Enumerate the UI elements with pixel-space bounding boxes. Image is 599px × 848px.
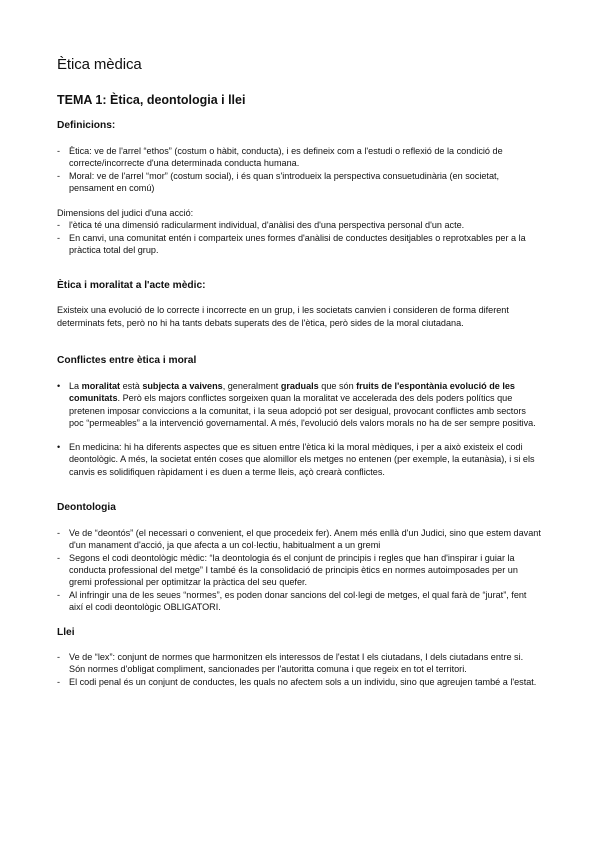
list-item: • En medicina: hi ha diferents aspectes que es situen entre l'ètica ki la moral mèdiques, i per a això existeix el codi deontològic. A més, la societat entén coses que alomillor els metges no entenen (per exemple, la eutanàsia), i si els canvis es solidifiquen ràpidament i es duen a terme lleis, açò crearà conflictes. bbox=[57, 441, 541, 478]
conflictes-heading: Conflictes entre ètica i moral bbox=[57, 354, 197, 366]
list-item: - Ve de “deontós” (el necessari o convenient, el que procedeix fer). Anem més enllà d'un Judici, sino que estem davant d'un manament d'acció, ja que afecta a un col·lectiu, habitualment a un gremi bbox=[57, 527, 541, 552]
llei-heading: Llei bbox=[57, 627, 75, 639]
tema-heading: TEMA 1: Ètica, deontologia i llei bbox=[57, 93, 246, 107]
list-item: - Ve de “lex”: conjunt de normes que harmonitzen els interessos de l'estat I els ciutadans, I dels ciutadans entre si. Són normes d'obligat compliment, sancionades per l'autoritta comuna i que regeix en tot el territori. bbox=[57, 651, 541, 676]
list-item: - Al infringir una de les seues “normes”, es poden donar sancions del col·legi de metges, el qual farà de “jurat”, fent així el codi deontològic OBLIGATORI. bbox=[57, 589, 541, 614]
list-item: - En canvi, una comunitat entén i comparteix unes formes d'anàlisi de conductes desitjables o reprotxables per a la pràctica total del grup. bbox=[57, 232, 541, 257]
list-item: - Moral: ve de l'arrel “mor” (costum social), i és quan s'introdueix la perspectiva consuetudinària (en societat, pensament en comú) bbox=[57, 170, 541, 195]
document-title: Ètica mèdica bbox=[57, 56, 142, 73]
list-item: - Segons el codi deontològic mèdic: “la deontologia és el conjunt de principis i regles que han d'inspirar i guiar la conducta professional del metge” I també és la consolidació de principis ètics en normes autoimposades per un gremi professional per optimitzar la pràctica del seu quefer. bbox=[57, 552, 541, 589]
etica-moralitat-heading: Ètica i moralitat a l'acte mèdic: bbox=[57, 280, 206, 292]
list-item: - El codi penal és un conjunt de conductes, les quals no afectem sols a un individu, sino que agreujen també a l'estat. bbox=[57, 676, 541, 688]
document-page bbox=[57, 56, 541, 688]
deontologia-heading: Deontologia bbox=[57, 502, 116, 514]
conflictes-list bbox=[57, 380, 541, 478]
list-item: - Ètica: ve de l'arrel “ethos” (costum o hàbit, conducta), i es defineix com a l'estudi o reflexió de la condició de correcte/incorrecte d'una determinada conducta humana. bbox=[57, 145, 541, 170]
dimensions-intro: Dimensions del judici d'una acció: bbox=[57, 208, 194, 219]
definicions-list bbox=[57, 145, 541, 194]
definicions-heading: Definicions: bbox=[57, 120, 116, 131]
list-item: - l'ètica té una dimensió radicularment individual, d'anàlisi des d'una perspectiva personal d'un acte. bbox=[57, 219, 541, 231]
list-item: • La moralitat està subjecta a vaivens, generalment graduals que són fruits de l'espontània evolució de les comunitats. Però els majors conflictes sorgeixen quan la moralitat ve accelerada des dels poders polítics que pretenen imposar conviccions a la comunitat, i la seua adopció pot ser desigual, provocant conflictes amb sectors poc “permeables” a la intervenció governamental. A més, l'evolució dels valors morals no ha de ser sempre positiva. bbox=[57, 380, 541, 429]
dimensions-list bbox=[57, 219, 541, 256]
llei-list bbox=[57, 651, 541, 688]
deontologia-list bbox=[57, 527, 541, 613]
etica-moralitat-text: Existeix una evolució de lo correcte i incorrecte en un grup, i les societats canvien i consideren de forma diferent determinats fets, però no hi ha tants debats superats des de l'ètica, però sides de la moral ciutadana. bbox=[57, 305, 509, 328]
